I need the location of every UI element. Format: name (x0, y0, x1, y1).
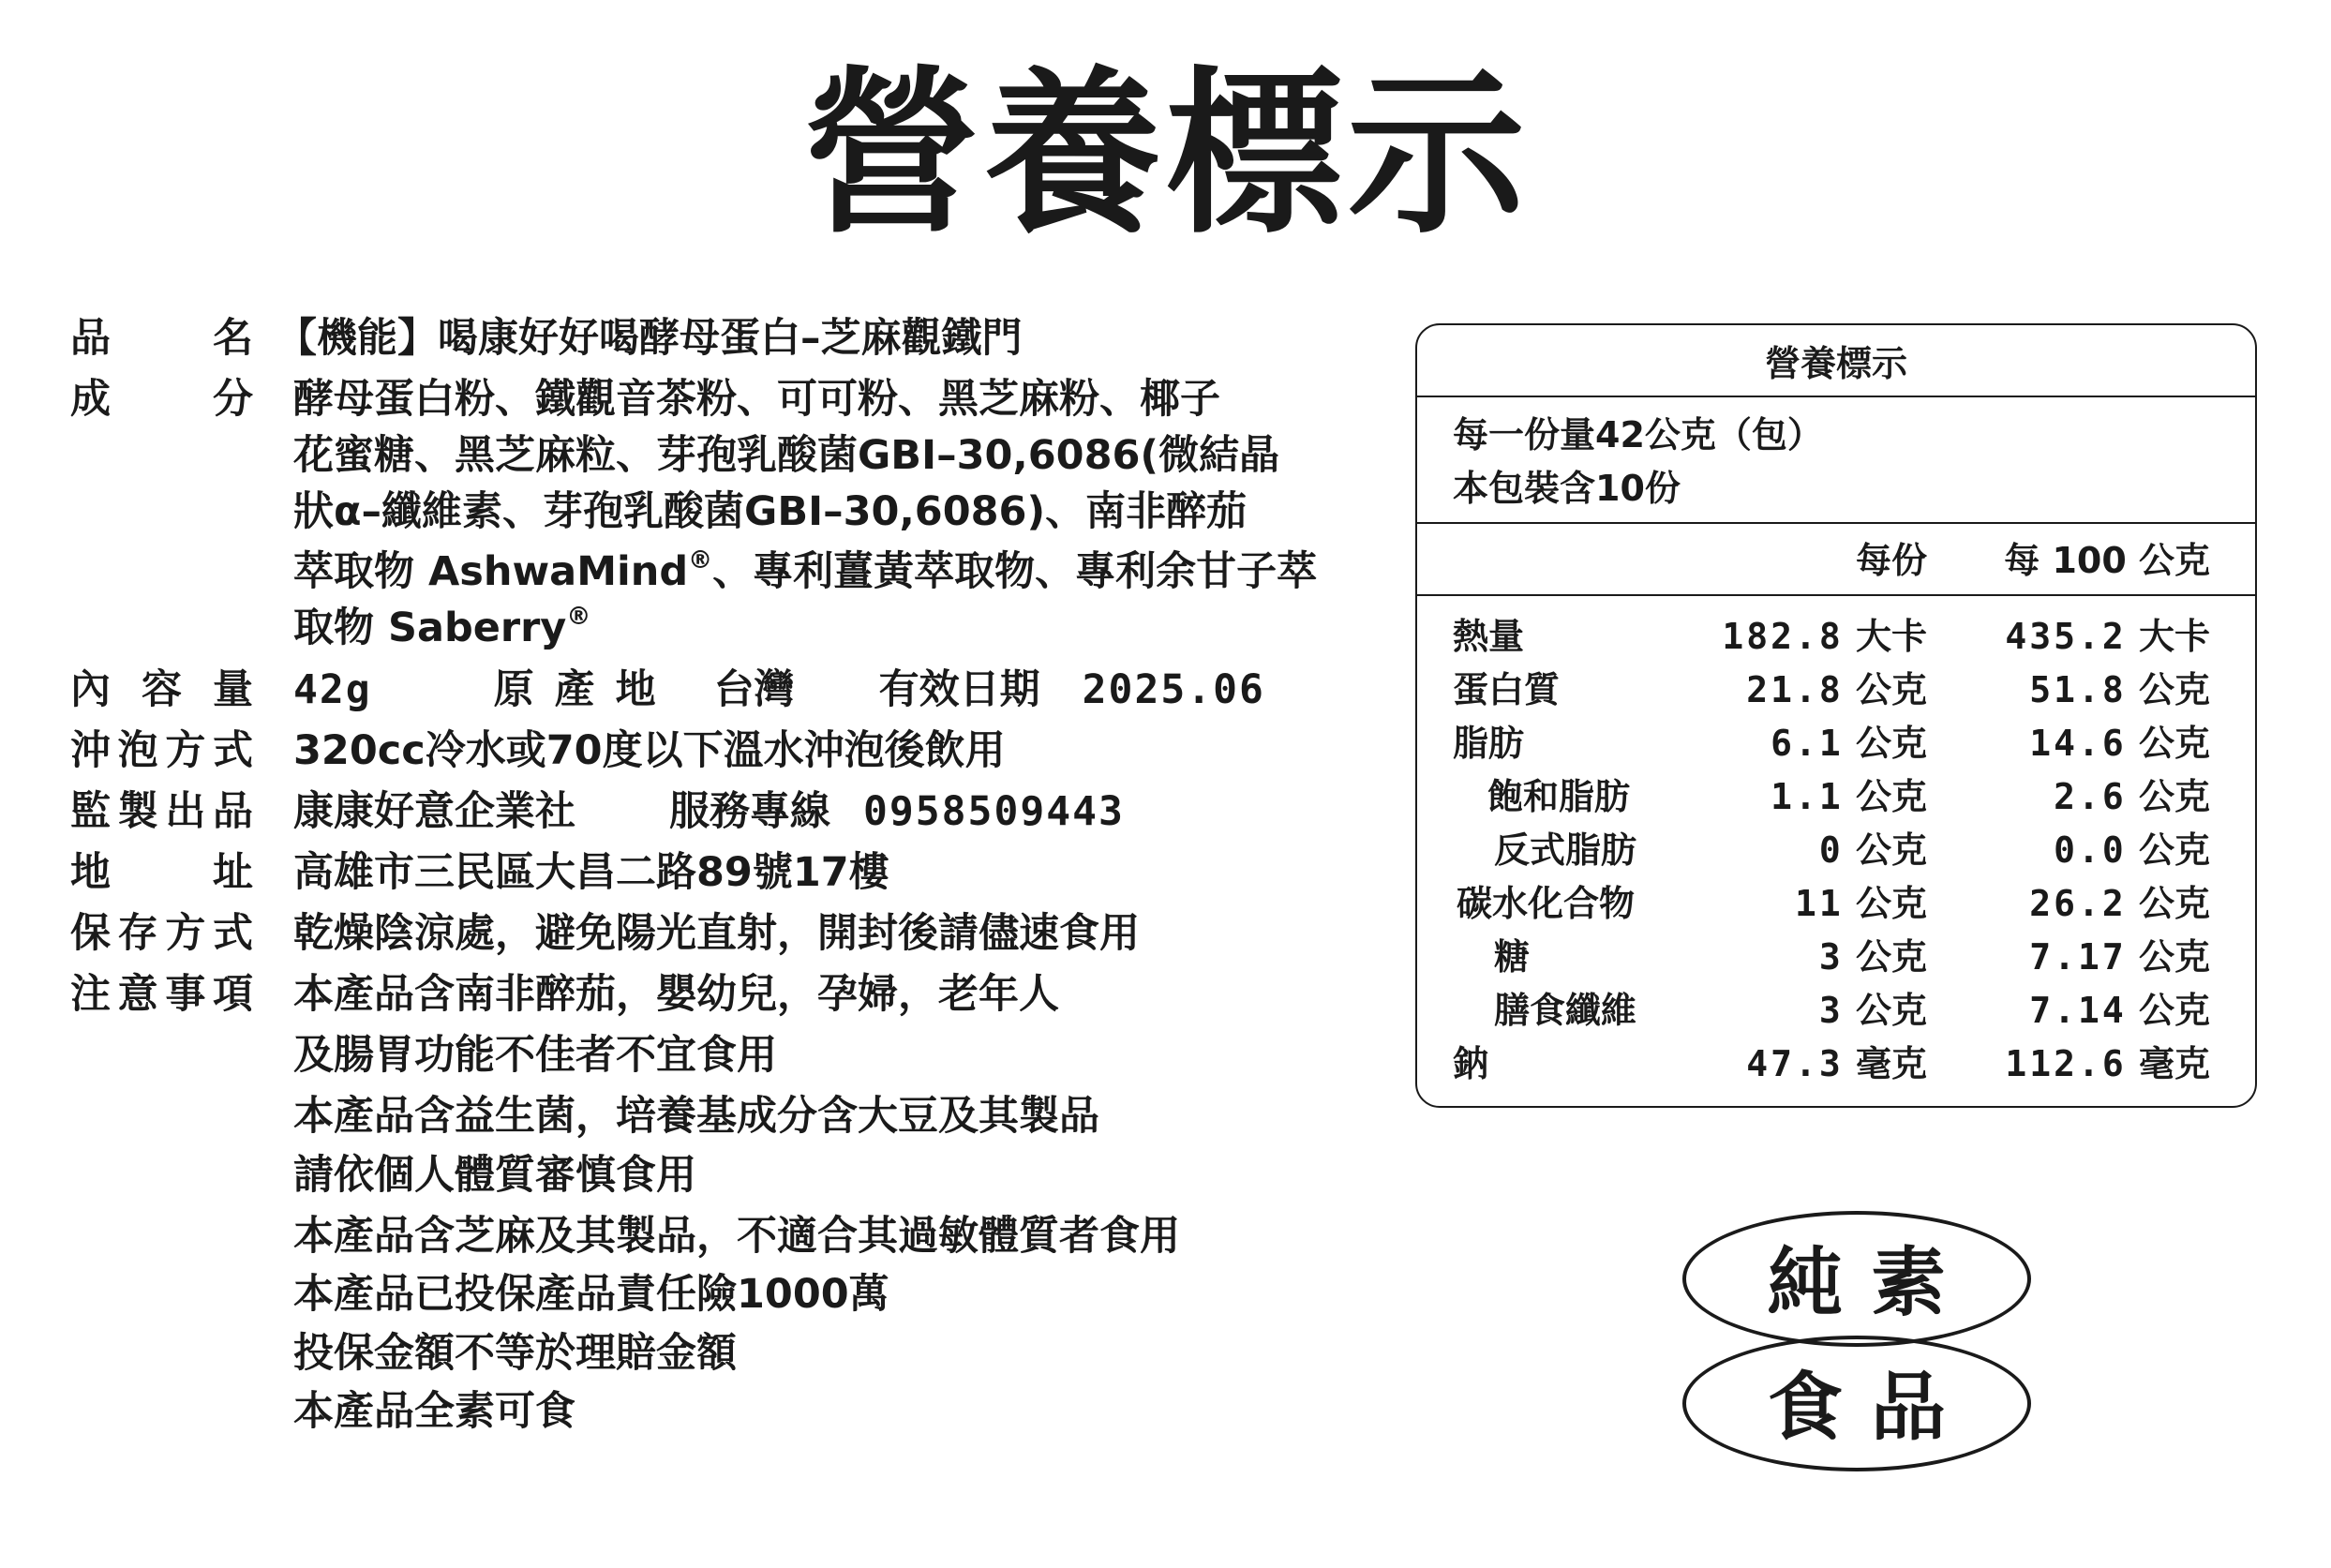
nutrient-per-100g (2005, 616, 2210, 657)
ingredients-text: 取物 Saberry (293, 605, 567, 651)
unit: 大卡 (2138, 616, 2210, 657)
nutrient-per-serving (1818, 829, 1927, 871)
nutrition-title: 營養標示 (1764, 343, 1907, 384)
divider (1417, 522, 2255, 524)
nutrient-name: 蛋白質 (1453, 669, 1561, 710)
storage-label: 保存方式 (70, 910, 253, 957)
nutrient-name: 糖 (1494, 936, 1531, 978)
content-label: 內容量 (70, 666, 253, 713)
value: 112.6 (2005, 1043, 2127, 1084)
maker-group (293, 788, 1125, 835)
nutrient-name: 碳水化合物 (1457, 883, 1636, 924)
note-line: 本產品已投保產品責任險1000萬 (293, 1271, 889, 1318)
value: 26.2 (2029, 883, 2127, 924)
maker-label: 監製出品 (70, 788, 253, 835)
unit: 公克 (2138, 776, 2210, 817)
nutrient-per-serving (1746, 1043, 1927, 1084)
registered-mark: ® (566, 603, 591, 631)
address-value: 高雄市三民區大昌二路89號17樓 (293, 849, 889, 896)
unit: 公克 (2138, 723, 2210, 764)
nutrient-name: 飽和脂肪 (1487, 776, 1631, 817)
unit: 毫克 (1855, 1043, 1927, 1084)
value: 435.2 (2005, 616, 2127, 657)
maker-value: 康康好意企業社 (293, 788, 575, 835)
value: 1.1 (1771, 776, 1844, 817)
page-title: 營養標示 (801, 51, 1530, 258)
unit: 公克 (1855, 723, 1927, 764)
unit: 公克 (1855, 990, 1927, 1031)
divider (1417, 396, 2255, 397)
note-line: 本產品含芝麻及其製品，不適合其過敏體質者食用 (293, 1213, 1180, 1260)
vegan-badge-bottom: 食品 (1682, 1336, 2031, 1471)
nutrient-per-serving (1771, 723, 1927, 764)
origin-label: 原產地 (493, 666, 677, 713)
vegan-badge-top: 純素 (1682, 1211, 2031, 1347)
nutrient-per-100g (2054, 776, 2210, 817)
nutrient-per-100g (2029, 669, 2210, 710)
value: 3 (1818, 990, 1844, 1031)
nutrient-name: 脂肪 (1453, 723, 1525, 764)
nutrient-name: 膳食纖維 (1494, 990, 1637, 1031)
ingredients-text-group (293, 605, 590, 649)
divider (1417, 594, 2255, 596)
name-value: 【機能】喝康好好喝酵母蛋白–芝麻觀鐵門 (276, 315, 1023, 362)
unit: 公克 (2138, 669, 2210, 710)
unit: 公克 (1855, 829, 1927, 871)
hotline-label: 服務專線 (669, 788, 830, 835)
content-value: 42g (293, 666, 372, 713)
value: 7.17 (2029, 936, 2127, 978)
unit: 公克 (2138, 829, 2210, 871)
hotline-value: 0958509443 (863, 788, 1125, 835)
value: 21.8 (1746, 669, 1844, 710)
unit: 毫克 (2138, 1043, 2210, 1084)
expiry-value: 2025.06 (1082, 666, 1265, 713)
nutrient-per-serving (1722, 616, 1927, 657)
ingredients-text: 萃取物 AshwaMind (293, 548, 689, 595)
unit: 大卡 (1855, 616, 1927, 657)
nutrient-per-serving (1771, 776, 1927, 817)
content-group (293, 666, 1265, 713)
nutrient-per-100g (2054, 829, 2210, 871)
unit: 公克 (2138, 936, 2210, 978)
value: 6.1 (1771, 723, 1844, 764)
unit: 公克 (1855, 669, 1927, 710)
note-line: 投保金額不等於理賠金額 (293, 1330, 737, 1377)
origin-value: 台灣 (713, 666, 795, 713)
address-label: 地址 (70, 849, 253, 896)
nutrient-per-100g (2029, 990, 2210, 1031)
value: 7.14 (2029, 990, 2127, 1031)
name-label: 品名 (70, 315, 253, 362)
value: 14.6 (2029, 723, 2127, 764)
unit: 公克 (2138, 883, 2210, 924)
serving-size: 每一份量42公克（包） (1453, 414, 1823, 455)
nutrient-per-serving (1818, 990, 1927, 1031)
ingredients-label: 成分 (70, 376, 253, 423)
unit: 公克 (2138, 990, 2210, 1031)
col-per-100g-header: 每 100 公克 (2004, 540, 2210, 581)
ingredients-text: 花蜜糖、黑芝麻粒、芽孢乳酸菌GBI–30,6086(微結晶 (293, 432, 1280, 479)
nutrient-per-100g (2029, 883, 2210, 924)
value: 2.6 (2054, 776, 2127, 817)
brew-value: 320cc冷水或70度以下溫水沖泡後飲用 (293, 727, 1006, 774)
value: 0.0 (2054, 829, 2127, 871)
brew-label: 沖泡方式 (70, 727, 253, 774)
nutrient-name: 反式脂肪 (1494, 829, 1637, 871)
servings-per-package: 本包裝含10份 (1453, 468, 1681, 509)
value: 0 (1818, 829, 1844, 871)
note-line: 請依個人體質審慎食用 (293, 1152, 696, 1199)
nutrient-name: 熱量 (1453, 616, 1525, 657)
nutrient-per-100g (2005, 1043, 2210, 1084)
nutrition-facts-panel (1415, 323, 2257, 1108)
nutrient-per-serving (1746, 669, 1927, 710)
col-per-serving-header: 每份 (1855, 540, 1927, 581)
nutrient-per-100g (2029, 723, 2210, 764)
note-line: 本產品全素可食 (293, 1388, 575, 1435)
nutrient-per-serving (1794, 883, 1927, 924)
value: 47.3 (1746, 1043, 1844, 1084)
ingredients-text: 、專利薑黃萃取物、專利余甘子萃 (712, 548, 1318, 595)
value: 11 (1794, 883, 1844, 924)
ingredients-text: 酵母蛋白粉、鐵觀音茶粉、可可粉、黑芝麻粉、椰子 (293, 376, 1220, 423)
notes-label: 注意事項 (70, 971, 253, 1018)
note-line: 及腸胃功能不佳者不宜食用 (293, 1032, 777, 1079)
registered-mark: ® (688, 546, 713, 575)
nutrient-name: 鈉 (1453, 1043, 1489, 1084)
value: 182.8 (1722, 616, 1844, 657)
nutrient-per-serving (1818, 936, 1927, 978)
unit: 公克 (1855, 776, 1927, 817)
nutrient-per-100g (2029, 936, 2210, 978)
value: 51.8 (2029, 669, 2127, 710)
note-line: 本產品含益生菌，培養基成分含大豆及其製品 (293, 1093, 1099, 1140)
unit: 公克 (1855, 936, 1927, 978)
ingredients-text: 狀α–纖維素、芽孢乳酸菌GBI–30,6086)、南非醉茄 (293, 488, 1248, 535)
unit: 公克 (1855, 883, 1927, 924)
expiry-label: 有效日期 (878, 666, 1040, 713)
ingredients-text-group (293, 546, 1318, 595)
storage-value: 乾燥陰涼處，避免陽光直射，開封後請儘速食用 (293, 910, 1140, 957)
value: 3 (1818, 936, 1844, 978)
note-line: 本產品含南非醉茄，嬰幼兒，孕婦，老年人 (293, 971, 1059, 1018)
